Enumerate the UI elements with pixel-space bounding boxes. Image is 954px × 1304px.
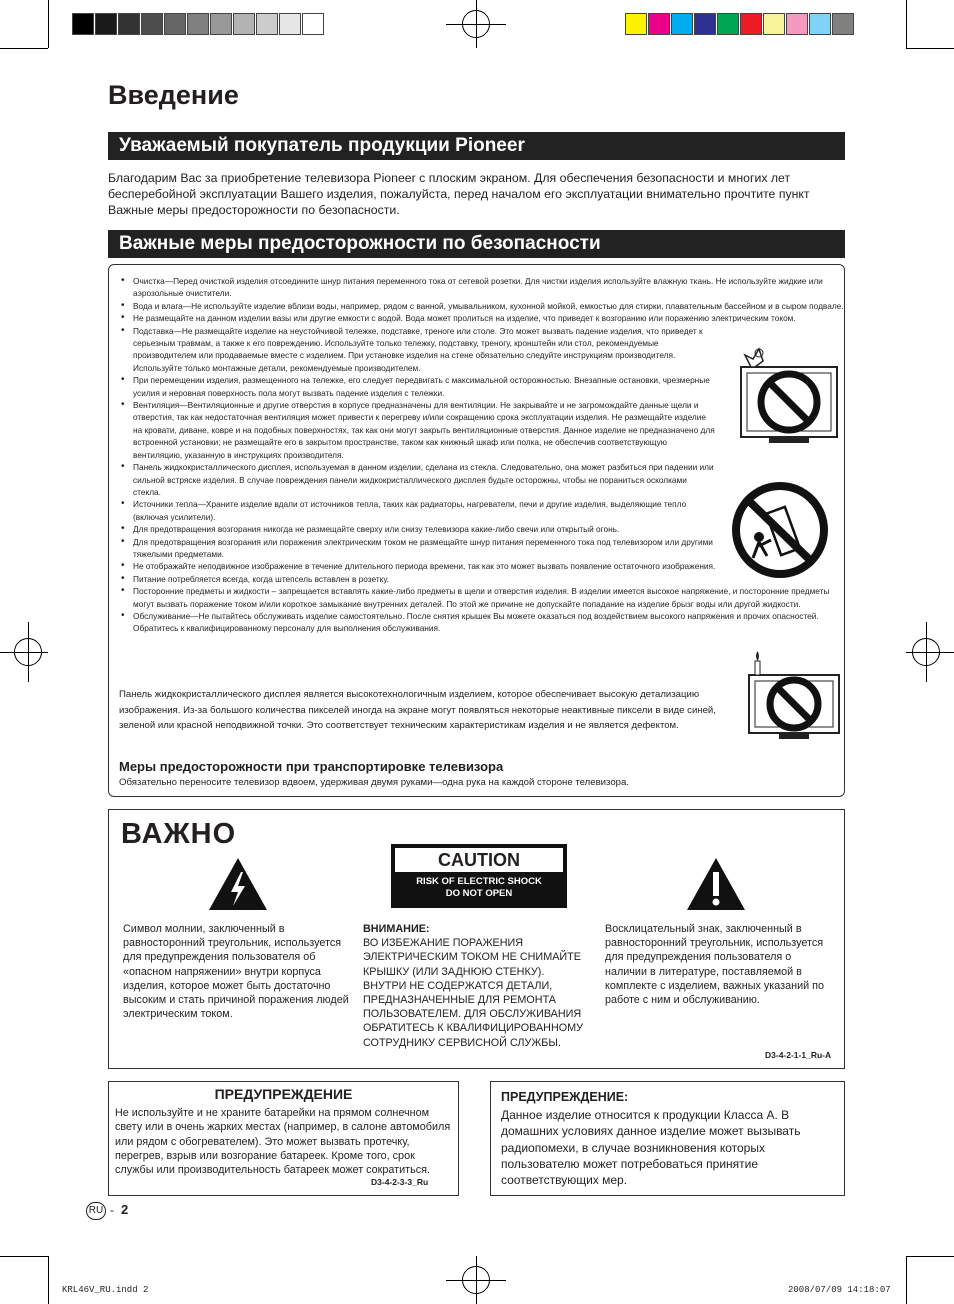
registration-mark-line: [0, 652, 48, 653]
no-vase-on-tv-illustration: [729, 347, 841, 449]
gray-swatch: [141, 13, 163, 35]
transport-text: Обязательно переносите телевизор вдвоем, удерживая двумя руками—одна рука на каждой стороне телевизора.: [119, 777, 630, 788]
intro-paragraph: Благодарим Вас за приобретение телевизора Pioneer с плоским экраном. Для обеспечения безопасности и многих лет бесперебойной эксплуатации Вашего изделия, пожалуйста, перед началом его эксплуатации внимательно прочтите пункт Важные меры предосторожности по безопасности.: [108, 171, 810, 218]
gray-swatch: [187, 13, 209, 35]
gray-swatch: [302, 13, 324, 35]
color-swatch: [740, 13, 762, 35]
registration-mark-line: [476, 0, 477, 48]
color-swatch: [809, 13, 831, 35]
no-unstable-cart-illustration: [729, 479, 831, 581]
safety-list-item: • Не отображайте неподвижное изображение в течение длительного периода времени, так как это может вызвать появление остаточного изображения.: [133, 560, 848, 572]
exclamation-warning-icon: [685, 856, 747, 912]
crop-mark: [48, 1256, 49, 1304]
color-swatch: [763, 13, 785, 35]
caution-text: ВО ИЗБЕЖАНИЕ ПОРАЖЕНИЯ ЭЛЕКТРИЧЕСКИМ ТОКОМ НЕ СНИМАЙТЕ КРЫШКУ (ИЛИ ЗАДНЮЮ СТЕНКУ). ВНУТРИ НЕ СОДЕРЖАТСЯ ДЕТАЛИ, ПРЕДНАЗНАЧЕННЫЕ ДЛЯ РЕМОНТА ПОЛЬЗОВАТЕЛЕМ. ДЛЯ ОБСЛУЖИВАНИЯ ОБРАТИТЕСЬ К КВАЛИФИЦИРОВАННОМУ СОТРУДНИКУ СЕРВИСНОЙ СЛУЖБЫ.: [363, 937, 584, 1049]
lightning-explanation: Символ молнии, заключенный в равносторонний треугольник, используется для предупреждения пользователя об «опасном напряжении» внутри корпуса изделия, которое может быть достаточно высоким и стать причиной поражения людей электрическим током.: [123, 923, 349, 1021]
safety-list-item: • Обслуживание—Не пытайтесь обслуживать изделие самостоятельно. После снятия крышек Вы можете оказаться под воздействием высокого напряжения и прочих опасностей. Обратитесь к квалифицированному персоналу для выполнения обслуживания.: [133, 610, 848, 635]
transport-heading: Меры предосторожности при транспортировке телевизора: [119, 759, 504, 774]
safety-list-item: • Вода и влага—Не используйте изделие вблизи воды, например, рядом с ванной, умывальником, кухонной мойкой, емкостью для стирки, плавательным бассейном и в сыром подвале.: [133, 300, 848, 312]
grayscale-color-bar: [72, 13, 325, 35]
crop-mark: [906, 1256, 954, 1257]
safety-list-item: • Не размещайте на данном изделии вазы или другие емкости с водой. Вода может пролиться на изделие, что приведет к возгоранию или поражению электрическим током.: [133, 312, 848, 324]
crop-mark: [906, 48, 954, 49]
crop-mark: [48, 0, 49, 48]
registration-mark-line: [28, 622, 29, 682]
safety-list-item: • Вентиляция—Вентиляционные и другие отверстия в корпусе предназначены для вентиляции. Не закрывайте и не загромождайте данные щели и отверстия, так как недостаточная вентиляция может привести к перегреву и/или сокращению срока эксплуатации изделия. Не размещайте изделие на кровати, диване, ковре и на подобных поверхностях, так как они могут закрыть вентиляционные отверстия. Данное изделие не предназначено для встроенной установки; не размещайте его в закрытом пространстве, таком как книжный шкаф или полка, не обеспечив соответствующую вентиляцию, указанную в инструкциях производителя.: [133, 399, 717, 461]
color-swatch: [717, 13, 739, 35]
color-swatch: [694, 13, 716, 35]
safety-list-item: • Подставка—Не размещайте изделие на неустойчивой тележке, подставке, треноге или столе. Это может вызвать падение изделия, что приведет к серьезным травмам, а также к его повреждению. Используйте только тележку, подставку, треногу, кронштейн или стол, рекомендуемые производителем или продаваемые вместе с изделием. При установке изделия на стене обязательно следуйте инструкциям производителя. Используйте только монтажные детали, рекомендуемые производителем.: [133, 325, 717, 375]
exclamation-explanation: Восклицательный знак, заключенный в равносторонний треугольник, используется для предупреждения пользователя о наличии в литературе, поставляемой в комплекте с изделием, важных указаний по работе с ним и обслуживанию.: [605, 923, 824, 1007]
safety-list-item: • Источники тепла—Храните изделие вдали от источников тепла, таких как радиаторы, нагреватели, печи и другие изделия, выделяющие тепло (включая усилители).: [133, 498, 717, 523]
registration-mark-line: [926, 622, 927, 682]
gray-swatch: [95, 13, 117, 35]
section-header-dear-customer: Уважаемый покупатель продукции Pioneer: [108, 132, 845, 160]
gray-swatch: [256, 13, 278, 35]
safety-precautions-box: [108, 264, 845, 797]
no-candle-on-tv-illustration: [745, 647, 843, 743]
color-swatch: [625, 13, 647, 35]
color-swatch: [671, 13, 693, 35]
gray-swatch: [279, 13, 301, 35]
battery-doc-code: D3-4-2-3-3_Ru: [371, 1177, 429, 1187]
caution-title: CAUTION: [395, 848, 563, 872]
file-info: KRL46V_RU.indd 2: [62, 1285, 149, 1295]
class-a-warning-title: ПРЕДУПРЕЖДЕНИЕ:: [501, 1090, 629, 1104]
caution-heading: ВНИМАНИЕ:: [363, 923, 430, 935]
battery-warning-box: [108, 1081, 459, 1196]
safety-list-item: • Для предотвращения возгорания или поражения электрическим током не размещайте шнур питания переменного тока под телевизором или другими тяжелыми предметами.: [133, 536, 717, 561]
battery-warning-text: Не используйте и не храните батарейки на прямом солнечном свету или в очень жарких местах (например, в салоне автомобиля или рядом с обогревателем). Это может вызвать протечку, перегрев, взрыв или возгорание батареек. Кроме того, срок службы или производительность батареек может сократиться.: [115, 1107, 451, 1177]
process-color-bar: [625, 13, 855, 35]
crop-mark: [0, 48, 48, 49]
caution-label: [391, 844, 567, 908]
color-swatch: [648, 13, 670, 35]
crop-mark: [906, 1256, 907, 1304]
language-badge: RU: [86, 1202, 106, 1220]
gray-swatch: [233, 13, 255, 35]
crop-mark: [906, 0, 907, 48]
important-box: [108, 809, 845, 1069]
registration-mark-line: [906, 652, 954, 653]
page-number: 2: [121, 1202, 129, 1217]
safety-list-item: • Питание потребляется всегда, когда штепсель вставлен в розетку.: [133, 573, 848, 585]
class-a-warning-text: Данное изделие относится к продукции Класса A. В домашних условиях данное изделие может вызывать радиопомехи, в случае возникновения которых пользователю может потребоваться принятие соответствующих мер.: [501, 1108, 801, 1188]
crop-mark: [0, 1256, 48, 1257]
color-swatch: [832, 13, 854, 35]
lightning-warning-icon: [207, 856, 269, 912]
color-swatch: [786, 13, 808, 35]
important-title: ВАЖНО: [121, 818, 237, 850]
registration-mark-line: [476, 1256, 477, 1304]
battery-warning-title: ПРЕДУПРЕЖДЕНИЕ: [214, 1086, 353, 1102]
page-title: Введение: [108, 80, 239, 110]
date-info: 2008/07/09 14:18:07: [788, 1285, 891, 1295]
gray-swatch: [164, 13, 186, 35]
caution-line2: DO NOT OPEN: [445, 888, 513, 899]
doc-code: D3-4-2-1-1_Ru-A: [765, 1050, 832, 1060]
safety-list-item: • При перемещении изделия, размещенного на тележке, его следует передвигать с максимальной осторожностью. Внезапные остановки, чрезмерные усилия и неровная поверхность пола могут вызвать падение изделия с тележки.: [133, 374, 717, 399]
gray-swatch: [210, 13, 232, 35]
page-number-dash: -: [110, 1203, 114, 1217]
caution-line1: RISK OF ELECTRIC SHOCK: [416, 876, 542, 887]
safety-list-item: • Панель жидкокристаллического дисплея, используемая в данном изделии, сделана из стекла. Следовательно, она может разбиться при падении или сильной встряске изделия. В случае повреждения панели жидкокристаллического дисплея будьте осторожны, чтобы не пораниться осколками стекла.: [133, 461, 717, 498]
section-header-safety: Важные меры предосторожности по безопасности: [108, 230, 845, 258]
class-a-warning-box: [490, 1081, 845, 1196]
gray-swatch: [118, 13, 140, 35]
lcd-panel-note: Панель жидкокристаллического дисплея является высокотехнологичным изделием, которое обеспечивает высокую детализацию изображения. Из-за большого количества пикселей иногда на экране могут появляться некоторые неактивные пиксели в виде синей, зеленой или красной неподвижной точки. Это соответствует техническим характеристикам изделия и не является дефектом.: [119, 689, 716, 731]
caution-explanation: [363, 922, 585, 1050]
safety-list-item: • Очистка—Перед очисткой изделия отсоедините шнур питания переменного тока от сетевой розетки. Для чистки изделия используйте влажную ткань. Не используйте жидкие или аэрозольные очистители.: [133, 275, 848, 300]
gray-swatch: [72, 13, 94, 35]
safety-list-item: • Посторонние предметы и жидкости – запрещается вставлять какие-либо предметы в щели и отверстия изделия. В изделии имеется высокое напряжение, и посторонние предметы могут вызвать поражение током и/или короткое замыкание внутренних деталей. По этой же причине не допускайте попадание на изделие брызг воды или другой жидкости.: [133, 585, 848, 610]
safety-list-item: • Для предотвращения возгорания никогда не размещайте сверху или снизу телевизора какие-либо свечи или открытый огонь.: [133, 523, 717, 535]
